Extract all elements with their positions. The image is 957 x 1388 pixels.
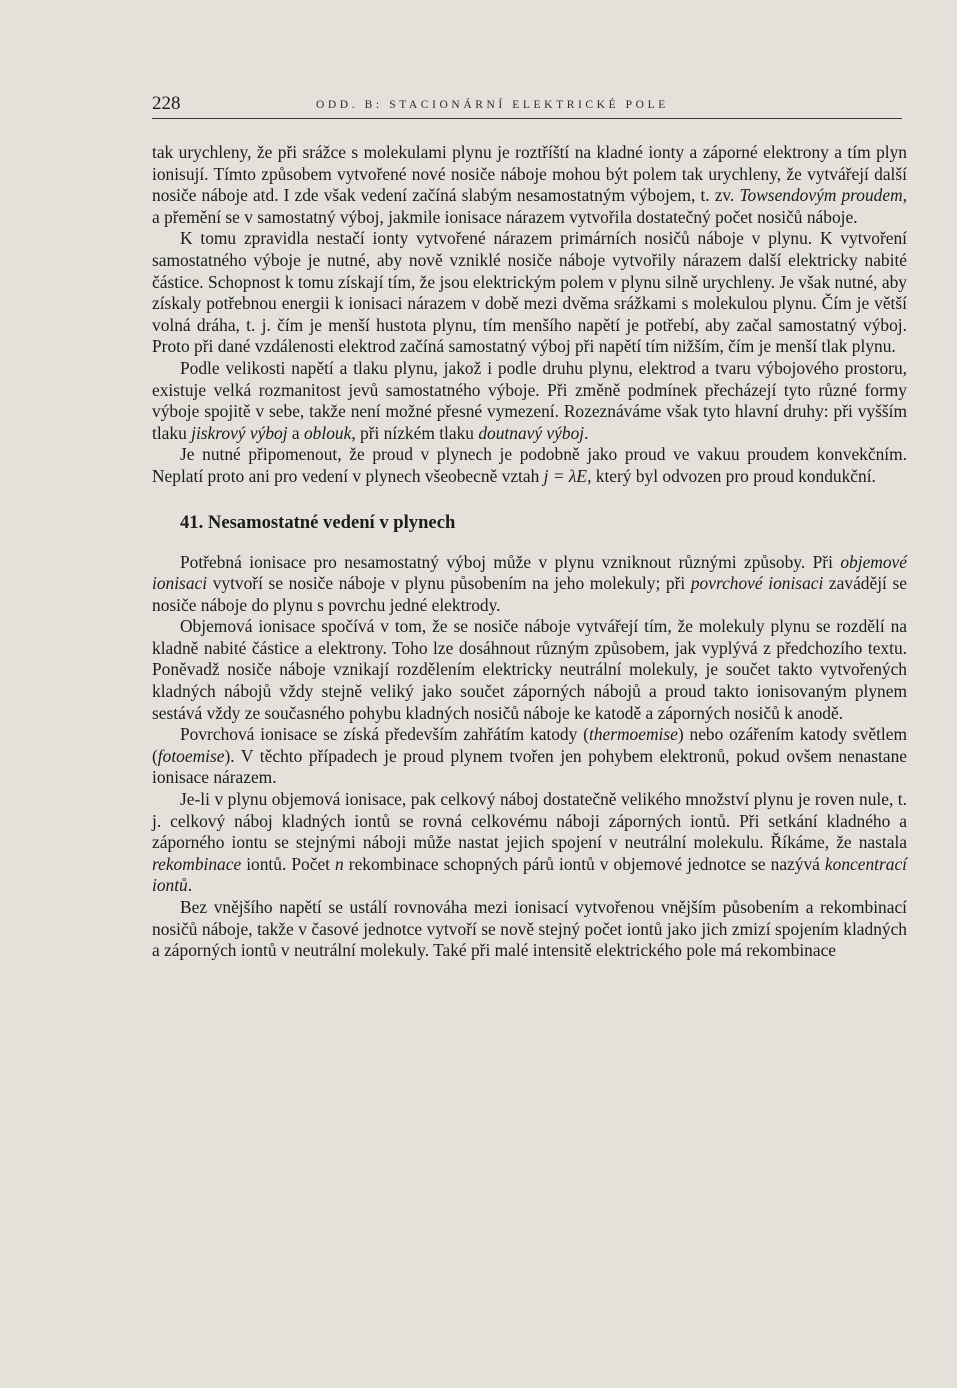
- running-head: ODD. B: STACIONÁRNÍ ELEKTRICKÉ POLE: [316, 99, 669, 111]
- text-span: .: [187, 875, 193, 896]
- text-span: , při nízkém tlaku: [351, 422, 479, 443]
- paragraph-7: [152, 724, 907, 789]
- text-span: , a přemění se v samostatný výboj, jakmile ionisace nárazem vytvořila dostatečný počet nosičů náboje.: [152, 185, 907, 227]
- italic-term: oblouk: [303, 422, 352, 443]
- text-span: a: [287, 422, 304, 443]
- italic-term: Towsendovým proudem: [739, 185, 903, 206]
- paragraph-2: K tomu zpravidla nestačí ionty vytvořené nárazem primárních nosičů náboje v plynu. K vytvoření samostatného výboje je nutné, aby nově vzniklé nosiče náboje vytvořily nárazem další elektricky nabité částice. Schopnost k tomu získají tím, že jsou elektrickým polem v plynu silně urychleny. Je však nutné, aby získaly potřebnou energii k ionisaci nárazem v době mezi dvěma srážkami s molekulou plynu. Čím je větší volná dráha, t. j. čím je menší hustota plynu, tím menšího napětí je potřebí, aby začal samostatný výboj. Proto při dané vzdálenosti elektrod začíná samostatný výboj při napětí tím nižším, čím je menší tlak plynu.: [152, 228, 907, 357]
- text-span: rekombinace schopných párů iontů v objemové jednotce se nazývá: [343, 853, 825, 874]
- italic-term: fotoemise: [157, 745, 225, 766]
- text-span: Je-li v plynu objemová ionisace, pak celkový náboj dostatečně velikého množství plynu je roven nule, t. j. celkový náboj kladných iontů se rovná celkovému náboji záporných iontů. Při setkání kladného a záporného iontu se stejnými náboji může nastat jejich spojení v neutrální molekulu. Říkáme, že nastala: [152, 789, 907, 853]
- italic-variable: n: [335, 853, 344, 874]
- paragraph-9: Bez vnějšího napětí se ustálí rovnováha mezi ionisací vytvořenou vnějším působením a rekombinací nosičů náboje, takže v časové jednotce vytvoří se nově stejný počet iontů jako jich zmizí spojením kladných a záporných iontů v neutrální molekuly. Také při malé intensitě elektrického pole má rekombinace: [152, 897, 907, 961]
- italic-term: thermoemise: [588, 724, 678, 745]
- paragraph-5: [152, 552, 907, 617]
- text-span: ) nebo ozářením katody světlem (: [152, 724, 908, 766]
- text-span: vytvoří se nosiče náboje v plynu působením na jeho molekuly; při: [207, 573, 691, 594]
- text-span: Je nutné připomenout, že proud v plynech je podobně jako proud ve vakuu proudem konvekčním. Neplatí proto ani pro vedení v plynech všeobecně vztah: [152, 444, 907, 486]
- section-heading: 41. Nesamostatné vedení v plynech: [180, 511, 456, 533]
- italic-term: objemové ionisaci: [152, 551, 907, 594]
- paragraph-6: Objemová ionisace spočívá v tom, že se nosiče náboje vytvářejí tím, že molekuly plynu se rozdělí na kladně nabité částice a elektrony. Toho lze dosáhnout různým způsobem, jak vyplývá z předchozího textu. Poněvadž nosiče náboje vznikají rozdělením elektricky neutrální molekuly, je součet takto vytvořených kladných nábojů vždy stejně veliký jako součet záporných nábojů a proud takto ionisovaným plynem sestává vždy ze současného pohybu kladných nosičů náboje ke katodě a záporných nosičů k anodě.: [152, 616, 907, 723]
- paragraph-4: [152, 444, 907, 487]
- text-span: Povrchová ionisace se získá především zahřátím katody (: [180, 724, 589, 745]
- text-span: Potřebná ionisace pro nesamostatný výboj může v plynu vzniknout různými způsoby. Při: [180, 551, 841, 572]
- italic-term: rekombinace: [152, 853, 242, 874]
- italic-term: koncentrací iontů: [152, 853, 908, 896]
- text-span: iontů. Počet: [241, 853, 336, 874]
- italic-term: doutnavý výboj: [478, 422, 585, 443]
- italic-term: povrchové ionisaci: [690, 573, 824, 594]
- paragraph-3: [152, 358, 907, 444]
- text-span: Podle velikosti napětí a tlaku plynu, jakož i podle druhu plynu, elektrod a tvaru výbojového prostoru, existuje velká rozmanitost jevů samostatného výboje. Při změně podmínek přecházejí tyto různé formy výboje spojitě v sebe, takže není možné přesné vymezení. Rozeznáváme však tyto hlavní druhy: při vyšším tlaku: [152, 357, 907, 443]
- text-span: zavádějí se nosiče náboje do plynu s povrchu jedné elektrody.: [152, 573, 907, 615]
- text-span: , který byl odvozen pro proud kondukční.: [587, 465, 876, 486]
- body-text: [152, 142, 907, 962]
- page-header: [152, 92, 902, 119]
- paragraph-8: [152, 789, 907, 897]
- text-span: ). V těchto případech je proud plynem tvořen jen pohybem elektronů, pokud ovšem nenastane ionisace nárazem.: [152, 745, 907, 788]
- text-span: tak urychleny, že při srážce s molekulami plynu je roztříští na kladné ionty a záporné elektrony a tím plyn ionisují. Tímto způsobem vytvořené nové nosiče náboje mohou být polem tak urychleny, že vytvářejí další nosiče náboje atd. I zde však vedení začíná slabým nesamostatným výbojem, t. zv.: [152, 142, 907, 206]
- italic-term: jiskrový výboj: [191, 422, 288, 443]
- text-span: .: [584, 422, 589, 443]
- paragraph-1: [152, 142, 907, 228]
- formula: j = λE: [543, 465, 588, 486]
- page-number: 228: [152, 93, 181, 114]
